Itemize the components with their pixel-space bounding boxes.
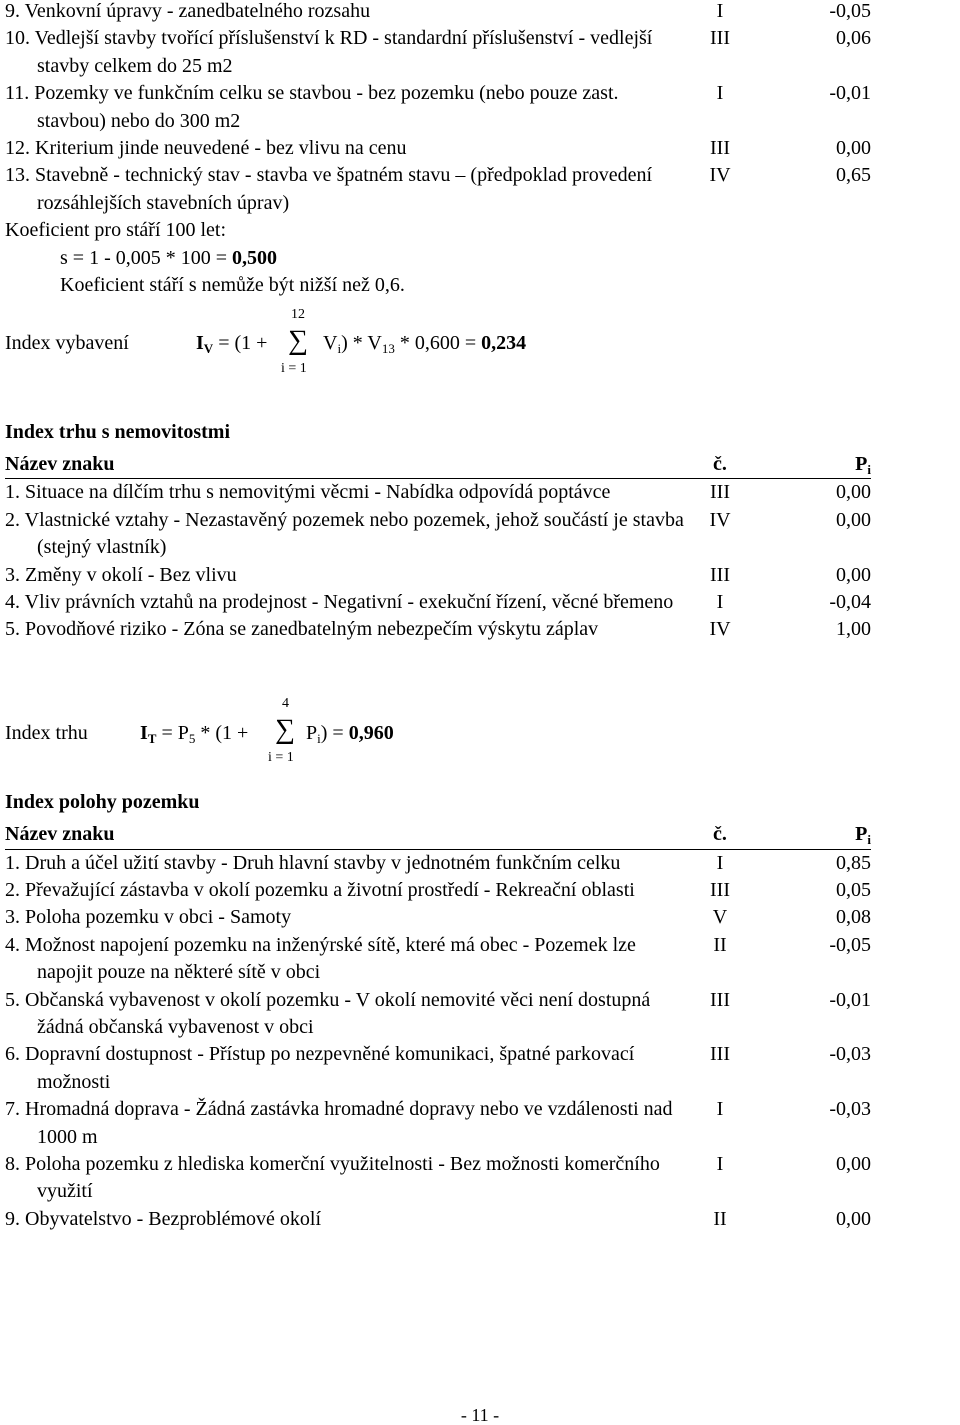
equipment-index-expression-right: $V_i) * V_{13} * 0,600 = 0,234$: [323, 332, 527, 357]
table-row: 1. Druh a účel užití stavby - Druh hlavní stavby v jednotném funkčním celku I 0,85: [5, 851, 871, 874]
criteria-row: 10. Vedlejší stavby tvořící příslušenství k RD - standardní příslušenství - vedlejší stavby celkem do 25 m2 III 0,06: [5, 27, 871, 77]
sum-lower-limit: i = 1: [281, 361, 307, 377]
age-note: Koeficient stáří s nemůže být nižší než 0,6.: [60, 274, 405, 297]
age-title: Koeficient pro stáří 100 let:: [5, 219, 227, 242]
market-index-section: [5, 419, 955, 643]
criteria-row: 13. Stavebně - technický stav - stavba ve špatném stavu – (předpoklad provedení rozsáhlejších stavebních úprav) IV 0,65: [5, 164, 871, 214]
table-row: 4. Možnost napojení pozemku na inženýrské sítě, které má obec - Pozemek lze napojit pouze na některé sítě v obci II -0,05: [5, 933, 871, 984]
sum-upper-limit: 4: [282, 695, 289, 711]
table-row: 1. Situace na dílčím trhu s nemovitými věcmi - Nabídka odpovídá poptávce III 0,00: [5, 481, 871, 504]
table-row: 9. Obyvatelstvo - Bezproblémové okolí II 0,00: [5, 1207, 871, 1230]
table-row: 6. Dopravní dostupnost - Přístup po nezpevněné komunikaci, špatné parkovací možnosti III -0,03: [5, 1043, 871, 1093]
location-table-header: Název znaku č. $P_i$: [5, 821, 871, 849]
market-index-formula: [5, 656, 955, 784]
equipment-index-expression-left: $I_V = (1$ +: [196, 332, 268, 357]
table-row: 5. Povodňové riziko - Zóna se zanedbatelným nebezpečím výskytu záplav IV 1,00: [5, 618, 871, 641]
table-row: 8. Poloha pozemku z hlediska komerční využitelnosti - Bez možnosti komerčního využití I 0,00: [5, 1153, 871, 1203]
criteria-list: [5, 0, 955, 217]
table-row: 5. Občanská vybavenost v okolí pozemku - V okolí nemovité věci není dostupná žádná občanská vybavenost v obci III -0,01: [5, 988, 871, 1038]
criteria-row: 12. Kriterium jinde neuvedené - bez vlivu na cenu III 0,00: [5, 137, 871, 160]
age-coefficient: [5, 217, 955, 299]
sum-sign: ∑: [275, 713, 295, 745]
table-row: 2. Vlastnické vztahy - Nezastavěný pozemek nebo pozemek, jehož součástí je stavba (stejný vlastník) IV 0,00: [5, 508, 871, 559]
table-row: 3. Změny v okolí - Bez vlivu III 0,00: [5, 563, 871, 586]
criteria-row: 9. Venkovní úpravy - zanedbatelného rozsahu I -0,05: [5, 0, 871, 22]
table-row: 3. Poloha pozemku v obci - Samoty V 0,08: [5, 906, 871, 929]
equipment-index-formula: [5, 299, 955, 395]
location-index-title: Index polohy pozemku: [5, 790, 200, 813]
document-page: [5, 0, 955, 1233]
criteria-row: 11. Pozemky ve funkčním celku se stavbou - bez pozemku (nebo pouze zast. stavbou) nebo do 300 m2 I -0,01: [5, 82, 871, 132]
market-index-title: Index trhu s nemovitostmi: [5, 421, 231, 444]
location-index-section: [5, 789, 955, 1234]
equipment-index-label: Index vybavení: [5, 332, 129, 355]
sum-upper-limit: 12: [291, 307, 305, 323]
table-row: 7. Hromadná doprava - Žádná zastávka hromadné dopravy nebo ve vzdálenosti nad 1000 m I -0,03: [5, 1098, 871, 1148]
market-index-expression-left: $I_T = P_5 * (1$ +: [140, 721, 249, 746]
sum-lower-limit: i = 1: [268, 749, 294, 765]
page-number: - 11 -: [460, 1405, 500, 1425]
sum-sign: ∑: [288, 325, 308, 357]
age-formula: s = 1 - 0,005 * 100 = 0,500: [60, 246, 278, 269]
market-table-header: Název znaku č. $P_i$: [5, 451, 871, 479]
table-row: 2. Převažující zástavba v okolí pozemku a životní prostředí - Rekreační oblasti III 0,05: [5, 878, 871, 901]
market-index-label: Index trhu: [5, 721, 88, 744]
market-index-expression-right: $P_i) = 0,960$: [306, 721, 394, 746]
table-row: 4. Vliv právních vztahů na prodejnost - Negativní - exekuční řízení, věcné břemeno I -0,04: [5, 590, 871, 613]
